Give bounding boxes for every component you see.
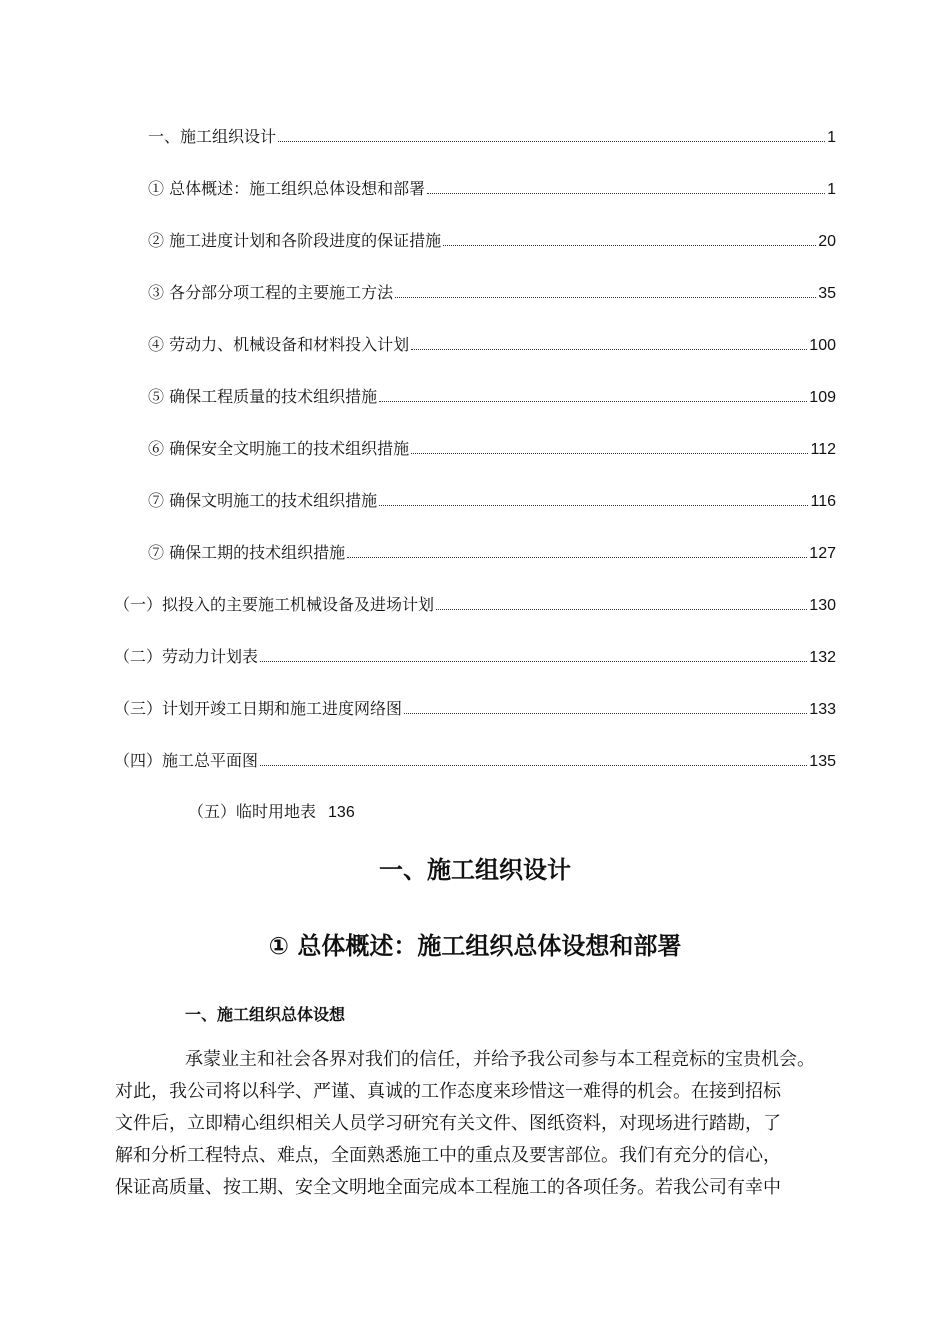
toc-entry-title: ② 施工进度计划和各阶段进度的保证措施 bbox=[148, 231, 442, 250]
toc-leader-dots bbox=[436, 592, 807, 610]
toc-entry-title: 一、施工组织设计 bbox=[148, 127, 277, 146]
toc-entry-title: （二）劳动力计划表 bbox=[114, 647, 259, 666]
toc-entry-page: 116 bbox=[810, 493, 836, 510]
toc-leader-dots bbox=[278, 124, 825, 142]
toc-entry[interactable] bbox=[148, 228, 836, 252]
toc-entry-page: 135 bbox=[809, 753, 836, 770]
toc-leader-dots bbox=[347, 540, 807, 558]
sub-subsection-heading: 一、施工组织总体设想 bbox=[185, 1005, 346, 1024]
toc-entry[interactable] bbox=[148, 540, 836, 564]
toc-entry-last[interactable] bbox=[188, 800, 355, 825]
toc-entry-page: 133 bbox=[809, 701, 836, 718]
toc-entry-page: 35 bbox=[818, 285, 836, 302]
toc-entry-page: 132 bbox=[809, 649, 836, 666]
toc-entry-title: ⑥ 确保安全文明施工的技术组织措施 bbox=[148, 439, 410, 458]
toc-entry-title: （三）计划开竣工日期和施工进度网络图 bbox=[114, 699, 403, 718]
toc-entry[interactable] bbox=[148, 436, 836, 460]
toc-entry-title: ⑦ 确保工期的技术组织措施 bbox=[148, 543, 346, 562]
paragraph-line: 文件后，立即精心组织相关人员学习研究有关文件、图纸资料，对现场进行踏勘，了 bbox=[115, 1113, 781, 1134]
toc-leader-dots bbox=[379, 488, 808, 506]
subsection-heading: ① 总体概述：施工组织总体设想和部署 bbox=[268, 932, 682, 960]
toc-entry-title: ⑤ 确保工程质量的技术组织措施 bbox=[148, 387, 378, 406]
toc-entry-page: 136 bbox=[328, 804, 355, 821]
section-heading: 一、施工组织设计 bbox=[379, 856, 571, 884]
toc-entry[interactable] bbox=[148, 488, 836, 512]
toc-entry-page: 20 bbox=[818, 233, 836, 250]
toc-leader-dots bbox=[411, 332, 807, 350]
toc-entry-page: 100 bbox=[809, 337, 836, 354]
toc-entry-page: 130 bbox=[809, 597, 836, 614]
toc-entry[interactable] bbox=[148, 176, 836, 200]
toc-leader-dots bbox=[395, 280, 816, 298]
toc-entry-title: （一）拟投入的主要施工机械设备及进场计划 bbox=[114, 595, 435, 614]
toc-leader-dots bbox=[260, 644, 807, 662]
toc-entry[interactable] bbox=[114, 696, 836, 720]
toc-entry-title: ③ 各分部分项工程的主要施工方法 bbox=[148, 283, 394, 302]
toc-entry-page: 109 bbox=[809, 389, 836, 406]
toc-entry-page: 1 bbox=[827, 129, 836, 146]
toc-leader-dots bbox=[404, 696, 807, 714]
toc-leader-dots bbox=[427, 176, 825, 194]
toc-entry[interactable] bbox=[114, 748, 836, 772]
paragraph-line: 保证高质量、按工期、安全文明地全面完成本工程施工的各项任务。若我公司有幸中 bbox=[115, 1177, 781, 1198]
toc-leader-dots bbox=[443, 228, 816, 246]
toc-entry-page: 1 bbox=[827, 181, 836, 198]
toc-entry[interactable] bbox=[114, 644, 836, 668]
toc-entry-page: 127 bbox=[809, 545, 836, 562]
toc-leader-dots bbox=[411, 436, 808, 454]
toc-entry-title: ⑦ 确保文明施工的技术组织措施 bbox=[148, 491, 378, 510]
toc-leader-dots bbox=[260, 748, 807, 766]
toc-leader-dots bbox=[379, 384, 807, 402]
toc-entry-page: 112 bbox=[810, 441, 836, 458]
toc-entry[interactable] bbox=[148, 280, 836, 304]
toc-entry[interactable] bbox=[148, 332, 836, 356]
toc-entry-title: （四）施工总平面图 bbox=[114, 751, 259, 770]
paragraph-line: 对此，我公司将以科学、严谨、真诚的工作态度来珍惜这一难得的机会。在接到招标 bbox=[115, 1081, 781, 1102]
paragraph-line: 解和分析工程特点、难点，全面熟悉施工中的重点及要害部位。我们有充分的信心， bbox=[115, 1145, 781, 1166]
body-paragraph bbox=[115, 1044, 875, 1204]
toc-entry-title: ④ 劳动力、机械设备和材料投入计划 bbox=[148, 335, 410, 354]
toc-entry[interactable] bbox=[148, 384, 836, 408]
toc-entry[interactable] bbox=[148, 124, 836, 148]
toc-entry-title: ① 总体概述：施工组织总体设想和部署 bbox=[148, 179, 426, 198]
toc-entry[interactable] bbox=[114, 592, 836, 616]
toc-entry-title: （五）临时用地表 bbox=[188, 802, 317, 821]
paragraph-line: 承蒙业主和社会各界对我们的信任，并给予我公司参与本工程竞标的宝贵机会。 bbox=[185, 1049, 815, 1070]
